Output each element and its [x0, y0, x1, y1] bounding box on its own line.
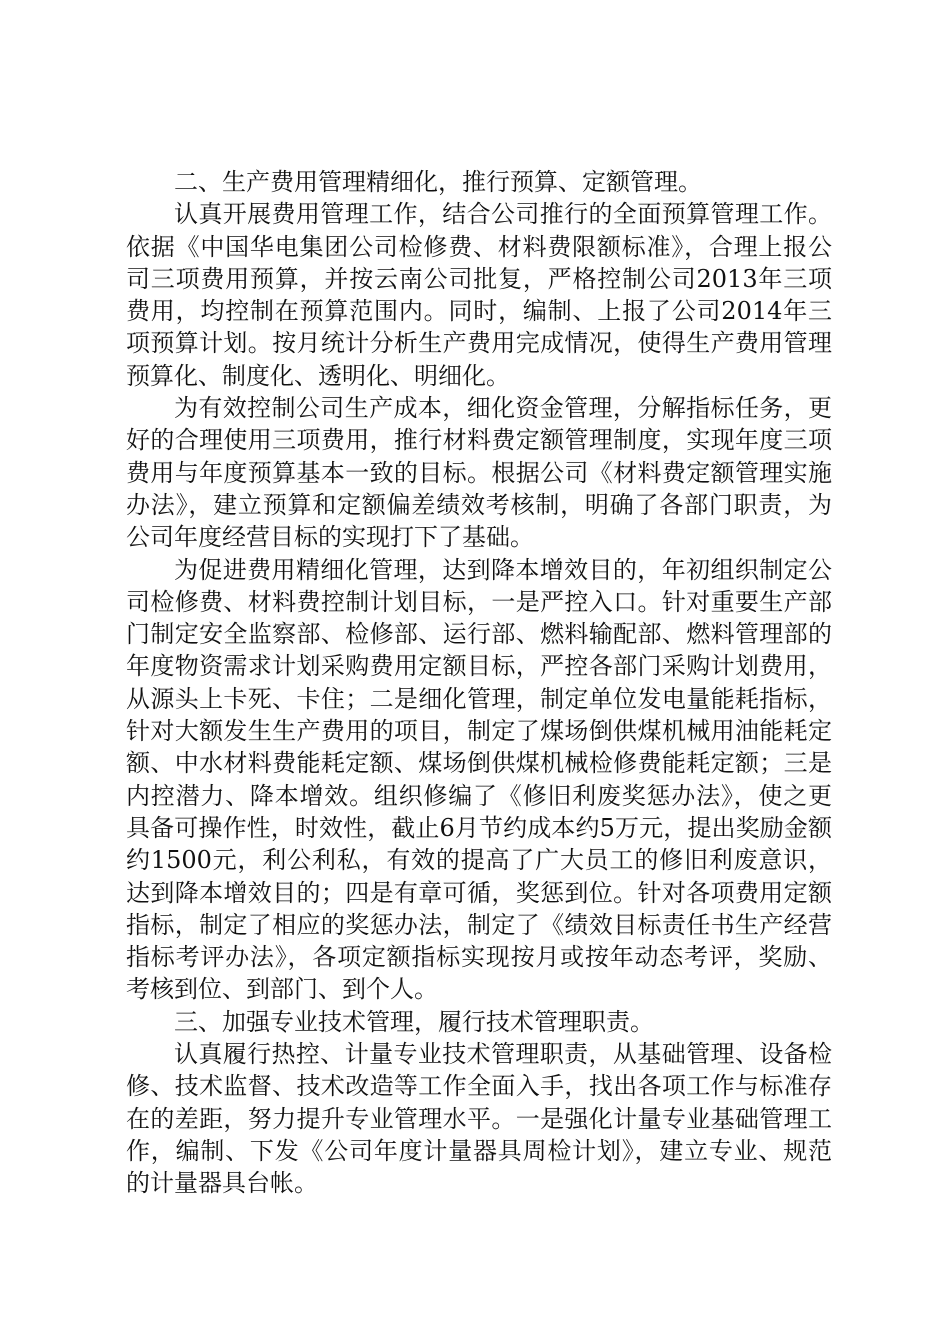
- paragraph-material-cost-quota: 为有效控制公司生产成本，细化资金管理，分解指标任务，更好的合理使用三项费用，推行材料费定额管理制度，实现年度三项费用与年度预算基本一致的目标。根据公司《材料费定额管理实施办法》，建立预算和定额偏差绩效考核制，明确了各部门职责，为公司年度经营目标的实现打下了基础。: [126, 394, 832, 552]
- section-heading-production-cost: 二、生产费用管理精细化，推行预算、定额管理。: [174, 168, 702, 196]
- document-body: [126, 166, 832, 1200]
- paragraph-cost-refinement: 为促进费用精细化管理，达到降本增效目的，年初组织制定公司检修费、材料费控制计划目标，一是严控入口。针对重要生产部门制定安全监察部、检修部、运行部、燃料输配部、燃料管理部的年度物资需求计划采购费用定额目标，严控各部门采购计划费用，从源头上卡死、卡住；二是细化管理，制定单位发电量能耗指标，针对大额发生生产费用的项目，制定了煤场倒供煤机械用油能耗定额、中水材料费能耗定额、煤场倒供煤机械检修费能耗定额；三是内控潜力、降本增效。组织修编了《修旧利废奖惩办法》，使之更具备可操作性，时效性，截止6月节约成本约5万元，提出奖励金额约1500元，利公利私，有效的提高了广大员工的修旧利废意识，达到降本增效目的；四是有章可循，奖惩到位。针对各项费用定额指标，制定了相应的奖惩办法，制定了《绩效目标责任书生产经营指标考评办法》，各项定额指标实现按月或按年动态考评，奖励、考核到位、到部门、到个人。: [126, 555, 832, 1004]
- paragraph-budget-management: 认真开展费用管理工作，结合公司推行的全面预算管理工作。依据《中国华电集团公司检修费、材料费限额标准》，合理上报公司三项费用预算，并按云南公司批复，严格控制公司2013年三项费用，均控制在预算范围内。同时，编制、上报了公司2014年三项预算计划。按月统计分析生产费用完成情况，使得生产费用管理预算化、制度化、透明化、明细化。: [126, 200, 832, 390]
- paragraph-technical-duties: 认真履行热控、计量专业技术管理职责，从基础管理、设备检修、技术监督、技术改造等工作全面入手，找出各项工作与标准存在的差距，努力提升专业管理水平。一是强化计量专业基础管理工作，编制、下发《公司年度计量器具周检计划》，建立专业、规范的计量器具台帐。: [126, 1040, 832, 1198]
- section-heading-technical-management: 三、加强专业技术管理，履行技术管理职责。: [174, 1007, 654, 1036]
